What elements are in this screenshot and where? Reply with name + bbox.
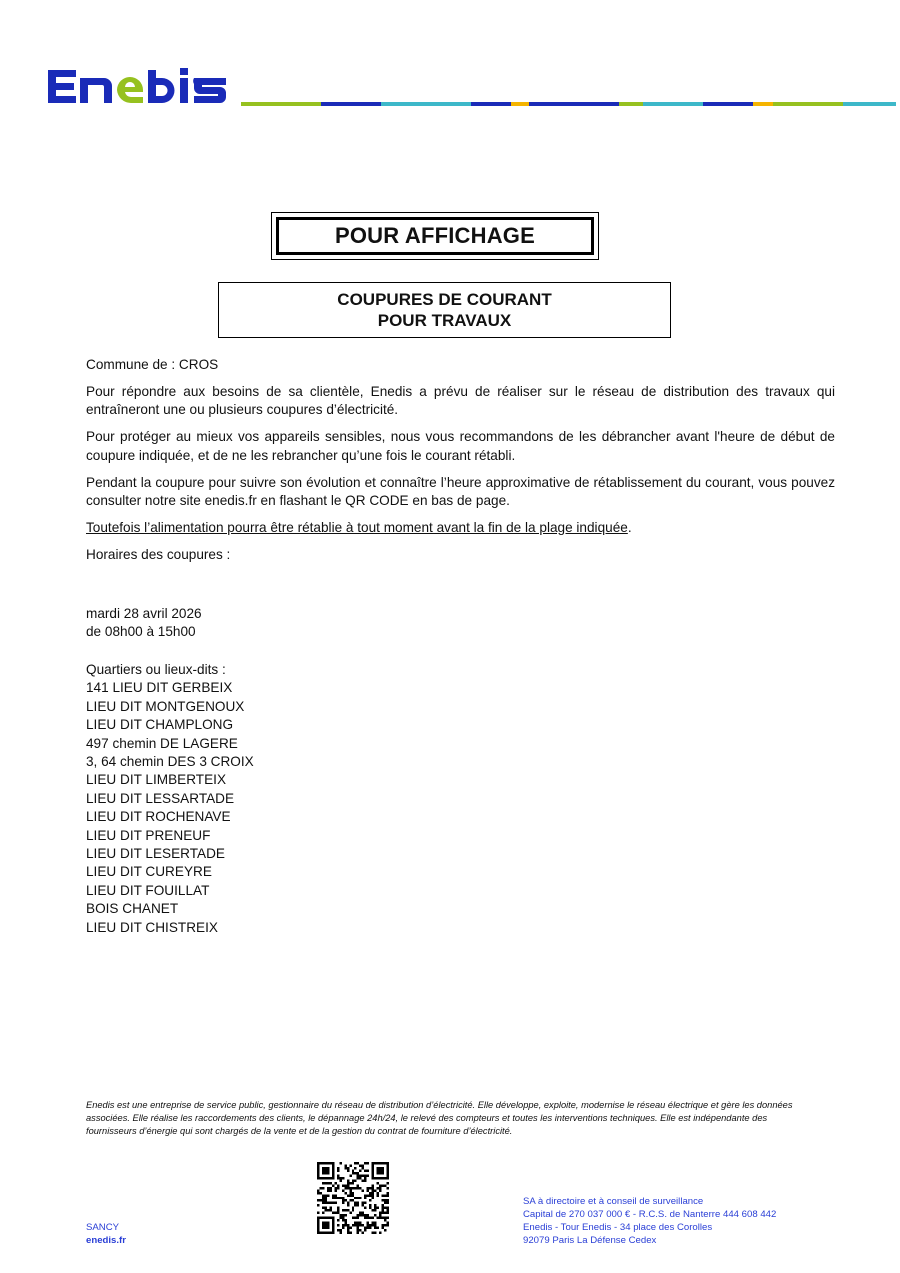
place-item: LIEU DIT LIMBERTEIX [86, 772, 227, 788]
subtitle-line-2: POUR TRAVAUX [377, 311, 512, 330]
legal-info [523, 1195, 776, 1247]
line-segment [643, 102, 703, 106]
header-decorative-line [241, 102, 896, 106]
place-item: LIEU DIT FOUILLAT [86, 882, 210, 898]
place-item: LIEU DIT CHAMPLONG [86, 717, 234, 733]
line-segment [529, 102, 619, 106]
company-disclaimer: Enedis est une entreprise de service public, gestionnaire du réseau de distribution d’électricité. Elle développe, exploite, modernise le réseau électrique et gère les données associées. Elle réalise les raccordements des clients, le dépannage 24h/24, le relevé des compteurs et toutes les interventions techniques. Elle est indépendante des fournisseurs d’énergie qui sont chargés de la vente et de la gestion du contrat de fourniture d’électricité. [86, 1100, 793, 1136]
website-link[interactable]: enedis.fr [86, 1235, 126, 1246]
commune-label: Commune de : CROS [86, 357, 219, 372]
restoration-notice [86, 519, 835, 537]
paragraph-followup: Pendant la coupure pour suivre son évolution et connaître l’heure approximative de rétablissement du courant, vous pouvez consulter notre site enedis.fr en flashant le QR CODE en bas de page. [86, 474, 835, 508]
schedule-heading: Horaires des coupures : [86, 546, 231, 562]
restoration-notice-text: Toutefois l’alimentation pourra être rétablie à tout moment avant la fin de la plage indiquée [86, 519, 628, 535]
line-segment [511, 102, 529, 106]
enedis-logo [44, 64, 234, 110]
line-segment [843, 102, 896, 106]
line-segment [381, 102, 471, 106]
notice-body [86, 356, 835, 573]
place-item: LIEU DIT CUREYRE [86, 864, 212, 880]
footer-contact [86, 1221, 126, 1247]
page-title: POUR AFFICHAGE [276, 217, 594, 255]
place-item: 497 chemin DE LAGERE [86, 735, 238, 751]
place-item: LIEU DIT LESSARTADE [86, 790, 235, 806]
line-segment [773, 102, 843, 106]
place-item: LIEU DIT PRENEUF [86, 827, 211, 843]
place-item: LIEU DIT MONTGENOUX [86, 698, 245, 714]
qr-code-icon[interactable] [317, 1162, 389, 1234]
legal-line: Capital de 270 037 000 € - R.C.S. de Nanterre 444 608 442 [523, 1209, 777, 1220]
restoration-notice-end: . [627, 519, 632, 535]
place-item: LIEU DIT LESERTADE [86, 846, 226, 862]
title-frame [271, 212, 599, 260]
place-item: BOIS CHANET [86, 901, 179, 917]
line-segment [703, 102, 753, 106]
line-segment [321, 102, 381, 106]
paragraph-protection: Pour protéger au mieux vos appareils sensibles, nous vous recommandons de les débrancher avant l'heure de début de coupure indiquée, et de ne les rebrancher qu’une fois le courant rétabli. [86, 429, 835, 463]
places-heading: Quartiers ou lieux-dits : [86, 662, 226, 677]
line-segment [241, 102, 321, 106]
place-item: 141 LIEU DIT GERBEIX [86, 680, 233, 696]
outage-hours: de 08h00 à 15h00 [86, 624, 196, 640]
line-segment [753, 102, 773, 106]
place-item: LIEU DIT ROCHENAVE [86, 809, 231, 825]
legal-line: 92079 Paris La Défense Cedex [523, 1235, 657, 1246]
region-label: SANCY [86, 1222, 120, 1233]
schedule [86, 605, 202, 642]
place-item: LIEU DIT CHISTREIX [86, 919, 218, 935]
legal-line: Enedis - Tour Enedis - 34 place des Corolles [523, 1222, 713, 1233]
line-segment [471, 102, 511, 106]
place-item: 3, 64 chemin DES 3 CROIX [86, 754, 254, 770]
paragraph-works: Pour répondre aux besoins de sa clientèle, Enedis a prévu de réaliser sur le réseau de distribution des travaux qui entraîneront une ou plusieurs coupures d’électricité. [86, 383, 835, 418]
subtitle-line-1: COUPURES DE COURANT [337, 290, 552, 309]
subtitle-box [218, 282, 671, 338]
outage-date: mardi 28 avril 2026 [86, 606, 202, 621]
places-list [86, 661, 254, 937]
line-segment [619, 102, 643, 106]
legal-line: SA à directoire et à conseil de surveillance [523, 1196, 704, 1207]
